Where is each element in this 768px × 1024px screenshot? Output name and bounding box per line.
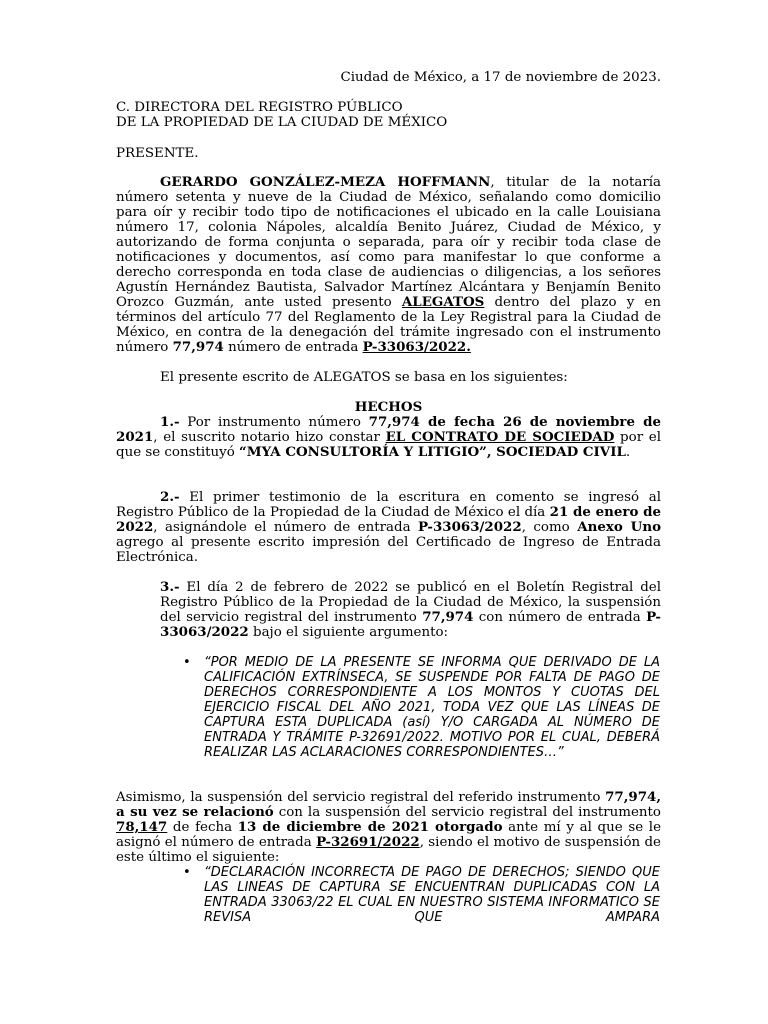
hecho-1-bold-1: 77,974 de fecha 26 de noviembre de 2021 bbox=[116, 414, 661, 445]
bullet-icon: • bbox=[183, 655, 191, 670]
hecho-1 bbox=[116, 415, 661, 460]
hecho-1-text-4: . bbox=[625, 445, 631, 460]
hecho-1-text-2: , el suscrito notario hizo constar bbox=[153, 430, 386, 445]
intro-text-c: número de entrada bbox=[223, 340, 363, 355]
hecho-2-annex: Anexo Uno bbox=[577, 519, 661, 535]
hecho-1-contract: EL CONTRATO DE SOCIEDAD bbox=[385, 429, 615, 445]
asimismo-paragraph bbox=[116, 790, 661, 865]
asimismo-text-4: ante mí y al que se le asignó el número de entrada bbox=[116, 820, 661, 850]
asimismo-date: 13 de diciembre de 2021 otorgado bbox=[237, 819, 503, 835]
quote-1: “POR MEDIO DE LA PRESENTE SE INFORMA QUE DERIVADO DE LA CALIFICACIÓN EXTRÍNSECA, SE SUSPENDE POR FALTA DE PAGO DE DERECHOS CORRESPONDIENTE A LOS MONTOS Y CUOTAS DEL EJERCICIO FISCAL DEL AÑO 2021, TODA VEZ QUE LAS LÍNEAS DE CAPTURA ESTA DUPLICADA (así) Y/O CARGADA AL NÚMERO DE ENTRADA Y TRÁMITE P-32691/2022. MOTIVO POR EL CUAL, DEBERÁ REALIZAR LAS ACLARACIONES CORRESPONDIENTES…” bbox=[204, 655, 660, 760]
asimismo-text-5: , siendo el motivo de suspensión de este último el siguiente: bbox=[116, 835, 661, 865]
place-date: Ciudad de México, a 17 de noviembre de 2023. bbox=[340, 70, 661, 85]
intro-paragraph bbox=[116, 175, 661, 355]
asimismo-bold-1: 77,974, a su vez se relacionó bbox=[116, 789, 661, 820]
recipient-line-1: C. DIRECTORA DEL REGISTRO PÚBLICO bbox=[116, 100, 403, 115]
basis-sentence: El presente escrito de ALEGATOS se basa en los siguientes: bbox=[160, 370, 568, 385]
hecho-2-date: 21 de enero de 2022 bbox=[116, 504, 661, 535]
hecho-3-text-1: El día 2 de febrero de 2022 se publicó en el Boletín Registral del Registro Público de la Propiedad de la Ciudad de México, la suspensión del servicio registral del instrumento bbox=[160, 580, 661, 625]
asimismo-text-2: con la suspensión del servicio registral del instrumento bbox=[273, 805, 661, 820]
asimismo-instrument: 78,147 bbox=[116, 819, 168, 835]
instrument-number: 77,974 bbox=[172, 339, 224, 355]
hecho-2-number: 2.- bbox=[160, 489, 180, 505]
quote-2: “DECLARACIÓN INCORRECTA DE PAGO DE DERECHOS; SIENDO QUE LAS LINEAS DE CAPTURA SE ENCUENTRAN DUPLICADAS CON LA ENTRADA 33063/22 EL CUAL EN NUESTRO SISTEMA INFORMATICO SE REVISA QUE AMPARA bbox=[204, 865, 660, 925]
hecho-3 bbox=[160, 580, 661, 640]
hecho-3-instrument: 77,974 bbox=[422, 609, 474, 625]
hecho-2 bbox=[116, 490, 661, 565]
hechos-heading: HECHOS bbox=[354, 399, 423, 415]
hecho-3-number: 3.- bbox=[160, 579, 180, 595]
salutation: PRESENTE. bbox=[116, 146, 199, 161]
asimismo-text-1: Asimismo, la suspensión del servicio registral del referido instrumento bbox=[116, 790, 606, 805]
hecho-2-text-2: , asignándole el número de entrada bbox=[153, 520, 419, 535]
hecho-3-text-3: bajo el siguiente argumento: bbox=[248, 625, 449, 640]
hecho-3-entry: P-33063/2022 bbox=[160, 609, 661, 640]
hecho-2-text-3: , como bbox=[521, 520, 578, 535]
hecho-1-company: “MYA CONSULTORÍA Y LITIGIO”, SOCIEDAD CIVIL bbox=[239, 444, 626, 460]
hecho-2-text-1: El primer testimonio de la escritura en comento se ingresó al Registro Público de la Propiedad de la Ciudad de México el día bbox=[116, 490, 661, 520]
hecho-2-entry: P-33063/2022 bbox=[418, 519, 522, 535]
asimismo-text-3: de fecha bbox=[167, 820, 238, 835]
hecho-1-text-3: por el que se constituyó bbox=[116, 430, 661, 460]
hecho-3-text-2: con número de entrada bbox=[473, 610, 647, 625]
hecho-2-text-4: agrego al presente escrito impresión del Certificado de Ingreso de Entrada Electrónica. bbox=[116, 535, 661, 565]
recipient-line-2: DE LA PROPIEDAD DE LA CIUDAD DE MÉXICO bbox=[116, 115, 448, 130]
hecho-1-number: 1.- bbox=[160, 414, 180, 430]
entry-number: P-33063/2022. bbox=[362, 339, 471, 355]
hecho-1-text-1: Por instrumento número bbox=[179, 415, 369, 430]
bullet-icon: • bbox=[183, 865, 191, 880]
intro-text-b: dentro del plazo y en términos del artículo 77 del Reglamento de la Ley Registral para la Ciudad de México, en contra de la denegación del trámite ingresado con el instrumento número bbox=[116, 295, 661, 355]
alegatos-term: ALEGATOS bbox=[401, 294, 485, 310]
intro-text-a: , titular de la notaría número setenta y nueve de la Ciudad de México, señalando como domicilio para oír y recibir todo tipo de notificaciones el ubicado en la calle Louisiana número 17, colonia Nápoles, alcaldía Benito Juárez, Ciudad de México, y autorizando de forma conjunta o separada, para oír y recibir toda clase de notificaciones y documentos, así como para manifestar lo que conforme a derecho corresponda en toda clase de audiencias o diligencias, a los señores Agustín Hernández Bautista, Salvador Martínez Alcántara y Benjamín Benito Orozco Guzmán, ante usted presento bbox=[116, 175, 661, 310]
notary-name: GERARDO GONZÁLEZ-MEZA HOFFMANN bbox=[160, 174, 491, 190]
asimismo-entry: P-32691/2022 bbox=[316, 834, 420, 850]
